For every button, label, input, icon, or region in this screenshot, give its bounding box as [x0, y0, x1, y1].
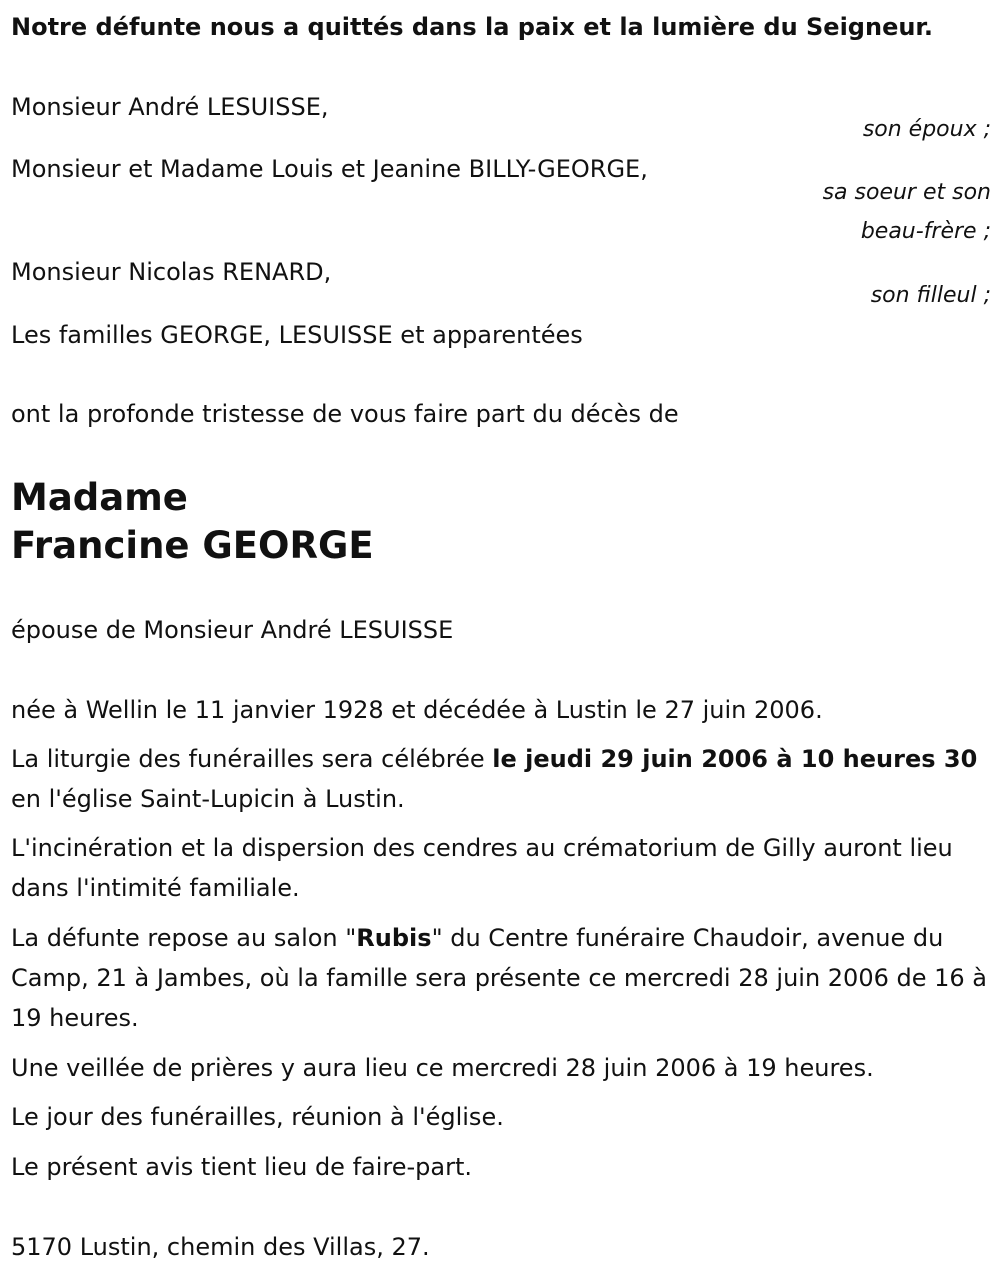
- repose-details: " du Centre funéraire Chaudoir, avenue du Camp, 21 à Jambes, où la famille sera présente ce mercredi 28 juin 2006 de 16 à 19 heures.: [11, 924, 987, 1032]
- spouse-line: épouse de Monsieur André LESUISSE: [11, 616, 454, 644]
- family-member-name: Monsieur Nicolas RENARD,: [11, 258, 332, 286]
- liturgy-location: en l'église Saint-Lupicin à Lustin.: [11, 785, 405, 813]
- repose-text: La défunte repose au salon ": [11, 924, 357, 952]
- family-member-name: Les familles GEORGE, LESUISSE et apparentées: [11, 321, 583, 349]
- family-member-name: Monsieur André LESUISSE,: [11, 93, 329, 121]
- family-member-role: son filleul ;: [870, 283, 991, 308]
- family-member-name: Monsieur et Madame Louis et Jeanine BILLY-GEORGE,: [11, 155, 648, 183]
- liturgy-text: La liturgie des funérailles sera célébrée: [11, 745, 493, 773]
- deceased-name: Francine GEORGE: [11, 524, 374, 567]
- notice-line: Le présent avis tient lieu de faire-part.: [11, 1153, 473, 1181]
- incineration-paragraph: L'incinération et la dispersion des cendres au crématorium de Gilly auront lieu dans l'intimité familiale.: [11, 834, 953, 902]
- salon-name: Rubis: [356, 924, 432, 952]
- funeral-day-line: Le jour des funérailles, réunion à l'église.: [11, 1103, 504, 1131]
- liturgy-date: le jeudi 29 juin 2006 à 10 heures 30: [492, 745, 978, 773]
- headline: Notre défunte nous a quittés dans la paix et la lumière du Seigneur.: [11, 13, 933, 41]
- repose-paragraph: [11, 918, 991, 1038]
- address-line: 5170 Lustin, chemin des Villas, 27.: [11, 1233, 430, 1261]
- family-member-role: sa soeur et son: [822, 180, 991, 205]
- deceased-title: Madame: [11, 476, 188, 519]
- birth-death-line: née à Wellin le 11 janvier 1928 et décédée à Lustin le 27 juin 2006.: [11, 696, 823, 724]
- family-member-role: son époux ;: [862, 117, 991, 142]
- deceased-name-block: [11, 474, 374, 570]
- liturgy-paragraph: [11, 739, 991, 819]
- announcement: ont la profonde tristesse de vous faire part du décès de: [11, 400, 679, 428]
- vigil-line: Une veillée de prières y aura lieu ce mercredi 28 juin 2006 à 19 heures.: [11, 1054, 874, 1082]
- family-member-role: beau-frère ;: [860, 219, 991, 244]
